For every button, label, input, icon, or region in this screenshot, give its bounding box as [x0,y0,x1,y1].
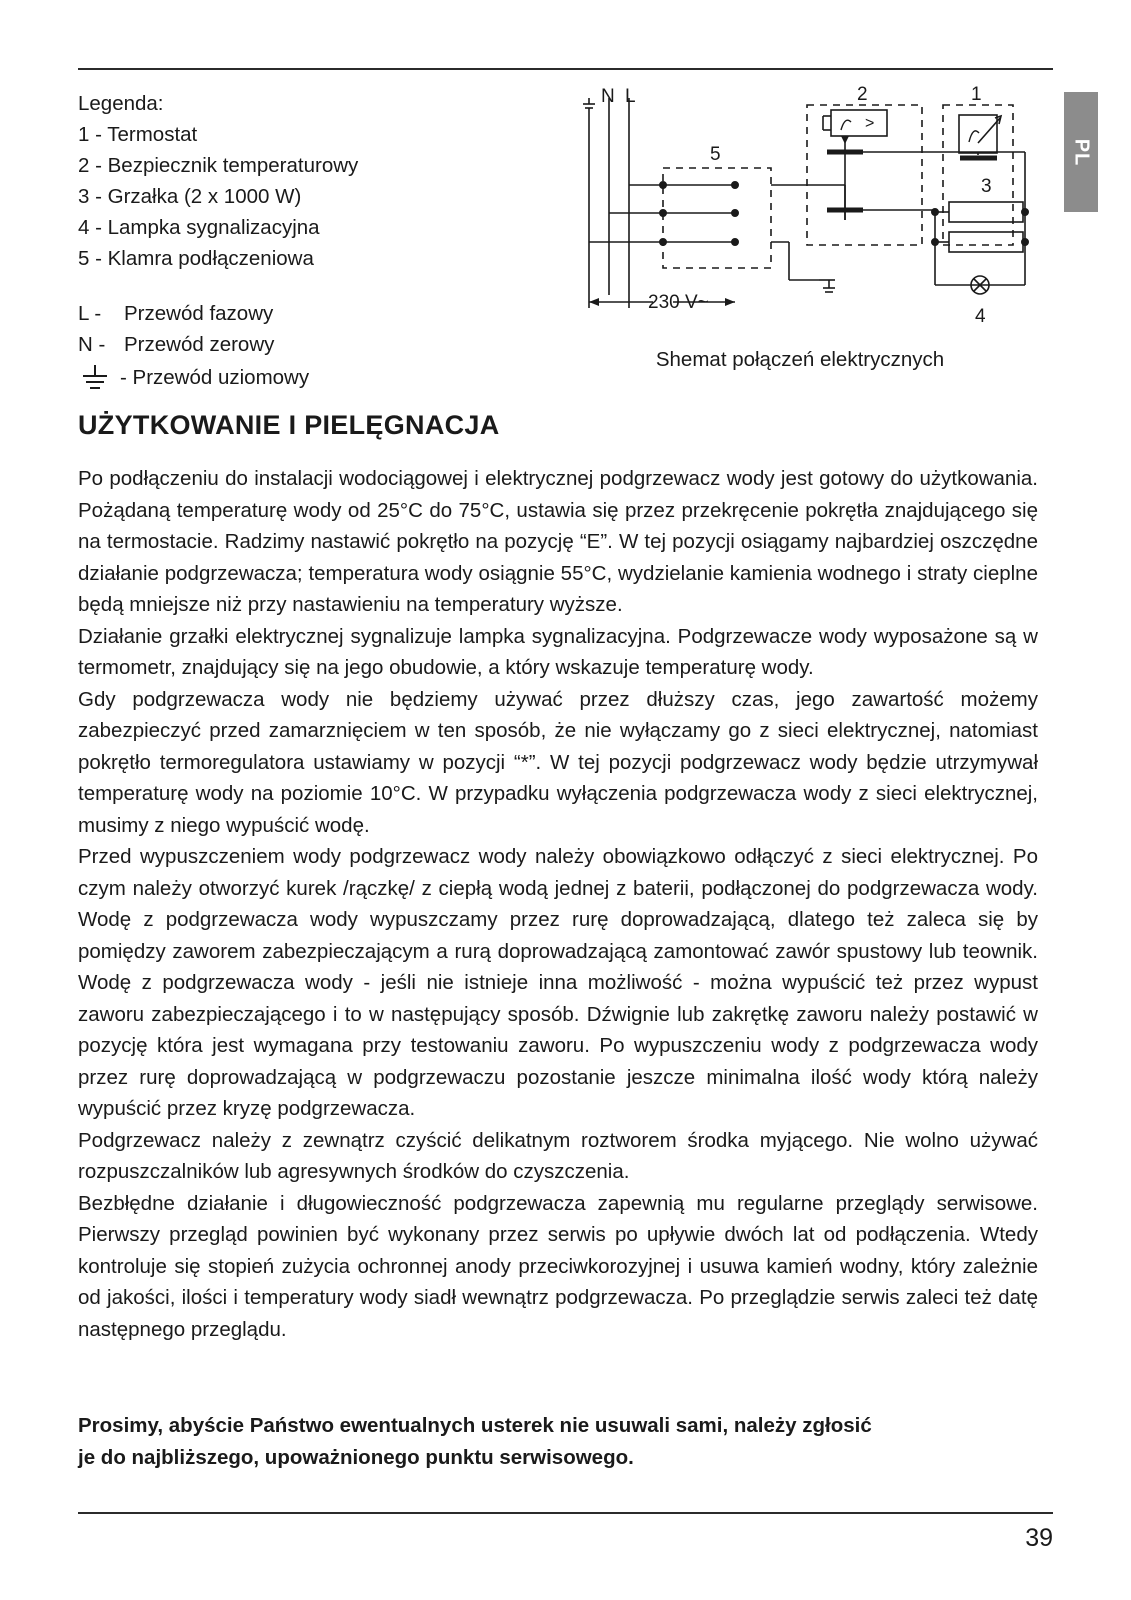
paragraph-4: Przed wypuszczeniem wody podgrzewacz wody należy obowiązkowo odłączyć z sieci elektrycznej. Po czym należy otworzyć kurek /rączkę/ z ciepłą wodą jednej z baterii, podłączonej do podgrzewacza wody. Wodę z podgrzewacza wody wypuszczamy przez rurę doprowadzającą, dlatego też zaleca się by pomiędzy zaworem zabezpieczającym a rurą doprowadzającą zamontować zawór spustowy lub teownik. Wodę z podgrzewacza wody - jeśli nie istnieje inna możliwość - można wypuścić też przez wypust zaworu zabezpieczającego i to w następujący sposób. Dźwignie lub zakrętkę zaworu należy postawić w pozycję która jest wymagana przy testowaniu zaworu. Po wypuszczeniu wody z podgrzewacza wody przez rurę doprowadzającą w podgrzewaczu pozostanie jeszcze minimalna ilość wody którą należy wypuścić przez kryzę podgrzewacza. [78,845,1038,1120]
legend-wire-n [78,329,508,360]
schematic-number-2: 2 [857,84,868,105]
section-body [78,463,1038,1345]
paragraph-6: Bezbłędne działanie i długowieczność podgrzewacza zapewnią mu regularne przeglądy serwisowe. Pierwszy przegląd powinien być wykonany przez serwis po upływie dwóch lat od podłączenia. Wtedy kontroluje się stopień zużycia ochronnej anody przeciwkorozyjnej i usuwa kamień wodny, który zależnie od jakości, ilości i temperatury wody siadł wewnątrz podgrzewacza. Po przeglądzie serwis zaleci też datę następnego przeglądu. [78,1191,1038,1341]
legend-item-3: 3 - Grzałka (2 x 1000 W) [78,185,302,208]
legend-wire-earth-text: - Przewód uziomowy [120,366,310,389]
earth-ground-icon [78,363,120,393]
wiring-schematic [545,80,1055,380]
footer-divider [78,1512,1053,1514]
legend-item-4: 4 - Lampka sygnalizacyjna [78,216,320,239]
legend-block [78,88,508,393]
legend-wire-l [78,298,508,329]
header-divider [78,68,1053,70]
legend-wire-n-text: Przewód zerowy [124,333,275,356]
legend-item-2: 2 - Bezpiecznik temperaturowy [78,154,359,177]
schematic-number-1: 1 [971,84,982,105]
svg-text:>: > [865,115,875,132]
language-tab [1064,92,1098,212]
legend-title: Legenda: [78,92,164,115]
schematic-caption: Shemat połączeń elektrycznych [655,348,945,371]
legend-wire-earth [78,362,508,393]
legend-wire-l-text: Przewód fazowy [124,302,274,325]
schematic-number-4: 4 [975,306,986,327]
paragraph-1: Po podłączeniu do instalacji wodociągowej i elektrycznej podgrzewacz wody jest gotowy do użytkowania. Pożądaną temperaturę wody od 25°C do 75°C, ustawia się przez przekręcenie pokrętła znajdującego się na termostacie. Radzimy nastawić pokrętło na pozycję “E”. W tej pozycji osiągamy najbardziej oszczędne działanie podgrzewacza; temperatura wody osiągnie 55°C, wydzielanie kamienia wodnego i straty cieplne będą mniejsze niż przy nastawieniu na temperatury wyższe. [78,467,1038,616]
paragraph-2: Działanie grzałki elektrycznej sygnalizuje lampka sygnalizacyjna. Podgrzewacze wody wyposażone są w termometr, znajdujący się na jego obudowie, a który wskazuje temperaturę wody. [78,624,1038,679]
schematic-number-3: 3 [981,176,992,197]
service-notice-line-2: je do najbliższego, upoważnionego punktu serwisowego. [78,1445,634,1469]
language-tab-label: PL [1070,138,1093,166]
legend-spacer [78,274,508,298]
legend-wire-n-key: N - [78,333,106,356]
service-notice-line-1: Prosimy, abyście Państwo ewentualnych usterek nie usuwali sami, należy zgłosić [78,1414,872,1437]
page-number: 39 [1025,1524,1053,1552]
legend-item-1: 1 - Termostat [78,123,198,146]
wiring-schematic-svg [545,80,1055,380]
schematic-label-n: N [601,86,615,107]
section-title: UŻYTKOWANIE I PIELĘGNACJA [78,410,500,440]
schematic-number-5: 5 [710,144,721,165]
service-notice [78,1410,1038,1473]
schematic-label-voltage: 230 V~ [648,292,709,313]
paragraph-5: Podgrzewacz należy z zewnątrz czyścić delikatnym roztworem środka myjącego. Nie wolno używać rozpuszczalników lub agresywnych środków do czyszczenia. [78,1128,1038,1183]
schematic-label-l: L [625,86,636,107]
legend-item-5: 5 - Klamra podłączeniowa [78,247,314,270]
legend-wire-l-key: L - [78,302,102,325]
paragraph-3: Gdy podgrzewacza wody nie będziemy używać przez dłuższy czas, jego zawartość możemy zabezpieczyć przed zamarznięciem w ten sposób, że nie wyłączamy go z sieci elektrycznej, natomiast pokrętło termoregulatora ustawiamy w pozycji “*”. W tej pozycji podgrzewacz wody będzie utrzymywał temperaturę wody na poziomie 10°C. W przypadku wyłączenia podgrzewacza wody z sieci elektrycznej, musimy z niego wypuścić wodę. [78,687,1038,837]
